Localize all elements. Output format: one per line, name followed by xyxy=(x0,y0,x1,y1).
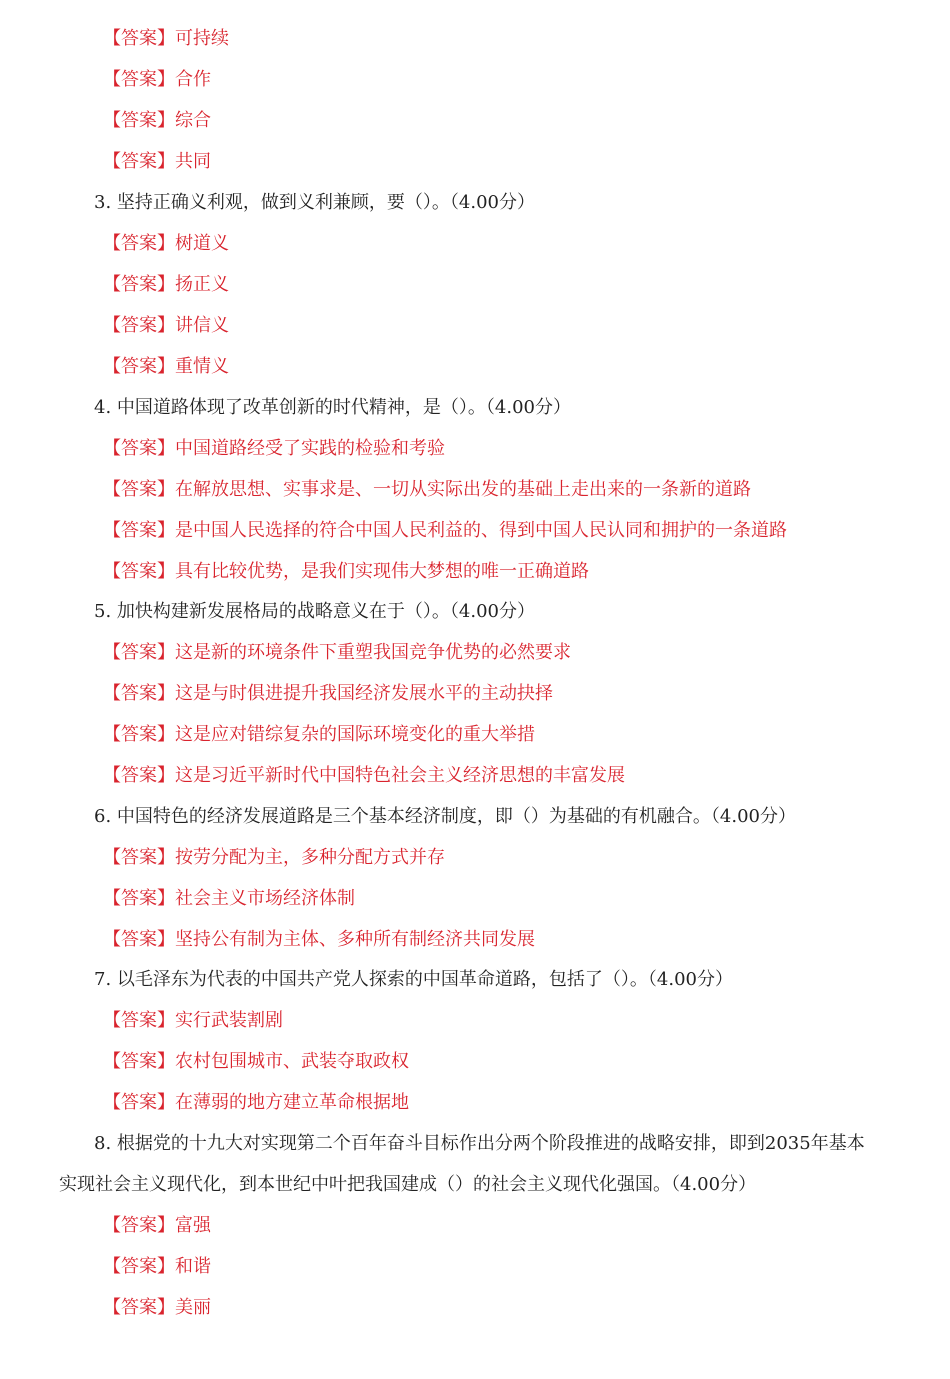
answer-tag: 【答案】 xyxy=(103,1092,175,1113)
answer-text: 这是与时俱进提升我国经济发展水平的主动抉择 xyxy=(175,683,553,704)
answer-tag: 【答案】 xyxy=(103,151,175,172)
answer-tag: 【答案】 xyxy=(103,28,175,49)
answer-tag: 【答案】 xyxy=(103,520,175,541)
question-5: 5. 加快构建新发展格局的战略意义在于（）。（4.00分） xyxy=(94,601,535,622)
answer-line xyxy=(103,846,445,870)
question-4: 4. 中国道路体现了改革创新的时代精神，是（）。（4.00分） xyxy=(94,397,571,418)
answer-line xyxy=(103,1091,409,1115)
answer-text: 中国道路经受了实践的检验和考验 xyxy=(175,438,445,459)
answer-text: 树道义 xyxy=(175,233,229,254)
answer-tag: 【答案】 xyxy=(103,561,175,582)
answer-tag: 【答案】 xyxy=(103,1256,175,1277)
answer-text: 在解放思想、实事求是、一切从实际出发的基础上走出来的一条新的道路 xyxy=(175,479,751,500)
answer-tag: 【答案】 xyxy=(103,1215,175,1236)
answer-text: 具有比较优势，是我们实现伟大梦想的唯一正确道路 xyxy=(175,561,589,582)
answer-line xyxy=(103,478,751,502)
answer-line xyxy=(103,764,625,788)
answer-tag: 【答案】 xyxy=(103,233,175,254)
answer-tag: 【答案】 xyxy=(103,438,175,459)
answer-text: 美丽 xyxy=(175,1297,211,1318)
question-3: 3. 坚持正确义利观，做到义利兼顾，要（）。（4.00分） xyxy=(94,192,535,213)
answer-tag: 【答案】 xyxy=(103,888,175,909)
answer-line xyxy=(103,723,535,747)
answer-line xyxy=(103,887,355,911)
answer-line xyxy=(103,1009,283,1033)
answer-line xyxy=(103,641,571,665)
answer-tag: 【答案】 xyxy=(103,683,175,704)
answer-line xyxy=(103,1255,211,1279)
question-6: 6. 中国特色的经济发展道路是三个基本经济制度，即（）为基础的有机融合。（4.00分） xyxy=(94,806,796,827)
answer-tag: 【答案】 xyxy=(103,1051,175,1072)
answer-line xyxy=(103,273,229,297)
answer-line xyxy=(103,560,589,584)
answer-tag: 【答案】 xyxy=(103,356,175,377)
answer-text: 可持续 xyxy=(175,28,229,49)
answer-line xyxy=(103,68,211,92)
answer-text: 实行武装割剧 xyxy=(175,1010,283,1031)
answer-tag: 【答案】 xyxy=(103,765,175,786)
answer-text: 这是新的环境条件下重塑我国竞争优势的必然要求 xyxy=(175,642,571,663)
answer-text: 合作 xyxy=(175,69,211,90)
answer-text: 讲信义 xyxy=(175,315,229,336)
answer-line xyxy=(103,150,211,174)
answer-line xyxy=(103,355,229,379)
answer-text: 共同 xyxy=(175,151,211,172)
answer-text: 在薄弱的地方建立革命根据地 xyxy=(175,1092,409,1113)
answer-tag: 【答案】 xyxy=(103,69,175,90)
answer-line xyxy=(103,109,211,133)
answer-tag: 【答案】 xyxy=(103,847,175,868)
question-7: 7. 以毛泽东为代表的中国共产党人探索的中国革命道路，包括了（）。（4.00分） xyxy=(94,969,733,990)
question-8-continuation: 实现社会主义现代化，到本世纪中叶把我国建成（）的社会主义现代化强国。（4.00分） xyxy=(59,1174,757,1195)
answer-line xyxy=(103,1214,211,1238)
answer-line xyxy=(103,1296,211,1320)
answer-line xyxy=(103,519,787,543)
answer-line xyxy=(103,682,553,706)
answer-text: 这是应对错综复杂的国际环境变化的重大举措 xyxy=(175,724,535,745)
answer-text: 坚持公有制为主体、多种所有制经济共同发展 xyxy=(175,929,535,950)
answer-line xyxy=(103,1050,409,1074)
question-8: 8. 根据党的十九大对实现第二个百年奋斗目标作出分两个阶段推进的战略安排，即到2035年基本 xyxy=(94,1133,865,1154)
answer-text: 农村包围城市、武装夺取政权 xyxy=(175,1051,409,1072)
answer-text: 社会主义市场经济体制 xyxy=(175,888,355,909)
answer-text: 综合 xyxy=(175,110,211,131)
answer-text: 是中国人民选择的符合中国人民利益的、得到中国人民认同和拥护的一条道路 xyxy=(175,520,787,541)
answer-text: 这是习近平新时代中国特色社会主义经济思想的丰富发展 xyxy=(175,765,625,786)
answer-tag: 【答案】 xyxy=(103,110,175,131)
answer-tag: 【答案】 xyxy=(103,642,175,663)
answer-line xyxy=(103,27,229,51)
answer-tag: 【答案】 xyxy=(103,1297,175,1318)
answer-line xyxy=(103,314,229,338)
answer-tag: 【答案】 xyxy=(103,479,175,500)
answer-text: 扬正义 xyxy=(175,274,229,295)
answer-text: 和谐 xyxy=(175,1256,211,1277)
answer-tag: 【答案】 xyxy=(103,1010,175,1031)
answer-tag: 【答案】 xyxy=(103,315,175,336)
answer-tag: 【答案】 xyxy=(103,929,175,950)
answer-tag: 【答案】 xyxy=(103,274,175,295)
answer-tag: 【答案】 xyxy=(103,724,175,745)
answer-line xyxy=(103,437,445,461)
answer-line xyxy=(103,232,229,256)
answer-text: 重情义 xyxy=(175,356,229,377)
answer-text: 按劳分配为主，多种分配方式并存 xyxy=(175,847,445,868)
answer-line xyxy=(103,928,535,952)
answer-text: 富强 xyxy=(175,1215,211,1236)
